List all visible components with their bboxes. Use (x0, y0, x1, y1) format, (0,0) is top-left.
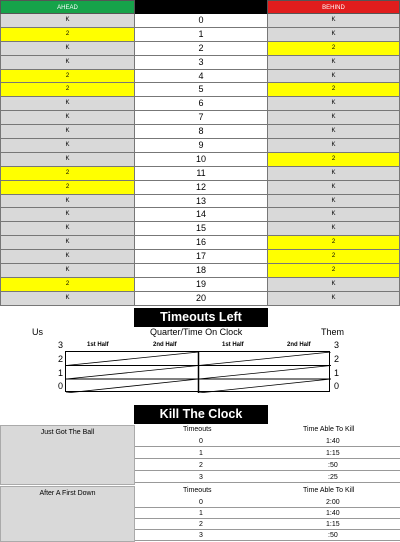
kill-clock-row (135, 460, 400, 471)
quarter-time-label: Quarter/Time On Clock (150, 327, 243, 337)
ahead-cell: K (0, 125, 135, 139)
behind-cell: K (267, 56, 400, 70)
kill-clock-title: Kill The Clock (134, 405, 268, 424)
yards-to-go-cell: 19 (135, 278, 267, 292)
yard-row (0, 97, 400, 111)
ahead-cell: K (0, 222, 135, 236)
yards-to-go-cell: 20 (135, 292, 267, 306)
ahead-cell: K (0, 195, 135, 209)
timeouts-value: 1 (199, 509, 203, 517)
timeouts-value: 0 (199, 437, 203, 445)
behind-cell: 2 (267, 153, 400, 167)
time-value: 1:15 (326, 520, 340, 528)
yards-to-go-cell: 17 (135, 250, 267, 264)
timeouts-value: 2 (199, 520, 203, 528)
timeouts-value: 3 (199, 531, 203, 539)
col-time: Time Able To Kill (303, 487, 355, 494)
yards-to-go-cell: 8 (135, 125, 267, 139)
yard-row (0, 236, 400, 250)
them-level-0: 0 (334, 381, 340, 391)
yard-row (0, 264, 400, 278)
timeouts-tracker-grid (65, 351, 330, 392)
kill-clock-row (135, 519, 400, 530)
yards-to-go-cell: 10 (135, 153, 267, 167)
col-timeouts: Timeouts (183, 426, 212, 433)
yards-to-go-cell: 5 (135, 83, 267, 97)
yard-row (0, 167, 400, 181)
kill-clock-row (135, 472, 400, 483)
yard-row (0, 70, 400, 84)
yard-row (0, 292, 400, 306)
behind-cell: K (267, 111, 400, 125)
us-level-0: 0 (58, 381, 64, 391)
yard-row (0, 181, 400, 195)
ahead-header: AHEAD (0, 0, 135, 14)
ahead-cell: 2 (0, 83, 135, 97)
us-level-2: 2 (58, 354, 64, 364)
yard-row (0, 14, 400, 28)
yards-to-go-cell: 13 (135, 195, 267, 209)
yards-to-go-cell: 16 (135, 236, 267, 250)
behind-cell: 2 (267, 83, 400, 97)
ahead-cell: 2 (0, 28, 135, 42)
behind-cell: K (267, 181, 400, 195)
yards-to-go-cell: 3 (135, 56, 267, 70)
yards-to-go-cell: 0 (135, 14, 267, 28)
ahead-cell: K (0, 153, 135, 167)
yards-to-go-cell: 6 (135, 97, 267, 111)
them-level-1: 1 (334, 368, 340, 378)
col-time: Time Able To Kill (303, 426, 355, 433)
behind-cell: K (267, 97, 400, 111)
us-second-half-label: 2nd Half (153, 342, 177, 348)
ahead-cell: K (0, 236, 135, 250)
behind-cell: 2 (267, 250, 400, 264)
kill-clock-row (135, 448, 400, 459)
ahead-cell: K (0, 111, 135, 125)
us-level-3: 3 (58, 340, 64, 350)
timeouts-value: 1 (199, 449, 203, 457)
ahead-cell: K (0, 42, 135, 56)
yard-row (0, 222, 400, 236)
yards-to-go-cell: 1 (135, 28, 267, 42)
timeouts-value: 3 (199, 473, 203, 481)
timeouts-value: 2 (199, 461, 203, 469)
ahead-cell: 2 (0, 70, 135, 84)
ahead-cell: 2 (0, 167, 135, 181)
timeouts-header (0, 327, 400, 341)
yards-to-go-cell: 15 (135, 222, 267, 236)
yards-to-go-cell: 7 (135, 111, 267, 125)
time-value: :50 (328, 461, 338, 469)
behind-header: BEHIND (267, 0, 400, 14)
yard-row (0, 278, 400, 292)
them-level-2: 2 (334, 354, 340, 364)
ahead-cell: K (0, 264, 135, 278)
timeouts-tracker-lines (66, 352, 331, 393)
behind-cell: 2 (267, 236, 400, 250)
yards-to-go-cell: 18 (135, 264, 267, 278)
ahead-cell: K (0, 208, 135, 222)
kill-clock-row (135, 530, 400, 541)
behind-cell: K (267, 292, 400, 306)
behind-cell: 2 (267, 264, 400, 278)
yard-row (0, 42, 400, 56)
ahead-cell: K (0, 250, 135, 264)
behind-cell: K (267, 278, 400, 292)
us-label: Us (32, 327, 43, 337)
section-label: Just Got The Ball (0, 425, 135, 485)
ahead-cell: 2 (0, 278, 135, 292)
ahead-cell: K (0, 14, 135, 28)
them-level-3: 3 (334, 340, 340, 350)
time-value: 1:15 (326, 449, 340, 457)
yard-row (0, 111, 400, 125)
header-spacer (135, 0, 267, 14)
yard-row (0, 56, 400, 70)
yard-row (0, 125, 400, 139)
yards-to-go-cell: 2 (135, 42, 267, 56)
yard-row (0, 28, 400, 42)
behind-cell: K (267, 195, 400, 209)
yards-to-go-cell: 4 (135, 70, 267, 84)
time-value: 1:40 (326, 509, 340, 517)
section-header (135, 425, 400, 436)
yards-to-go-cell: 12 (135, 181, 267, 195)
behind-cell: K (267, 167, 400, 181)
time-value: 1:40 (326, 437, 340, 445)
time-value: :50 (328, 531, 338, 539)
table-header-row (0, 0, 400, 14)
behind-cell: K (267, 125, 400, 139)
section-header (135, 486, 400, 497)
behind-cell: K (267, 139, 400, 153)
timeouts-title: Timeouts Left (134, 308, 268, 327)
behind-cell: K (267, 70, 400, 84)
ahead-cell: K (0, 56, 135, 70)
ahead-cell: K (0, 97, 135, 111)
yard-row (0, 208, 400, 222)
kill-clock-row (135, 508, 400, 519)
yards-to-go-cell: 11 (135, 167, 267, 181)
ahead-cell: K (0, 139, 135, 153)
yard-row (0, 195, 400, 209)
yard-row (0, 139, 400, 153)
time-value: :25 (328, 473, 338, 481)
kill-clock-row (135, 436, 400, 447)
kill-clock-row (135, 497, 400, 508)
us-level-1: 1 (58, 368, 64, 378)
behind-cell: 2 (267, 42, 400, 56)
ahead-cell: K (0, 292, 135, 306)
them-second-half-label: 2nd Half (287, 342, 311, 348)
timeouts-value: 0 (199, 498, 203, 506)
ahead-cell: 2 (0, 181, 135, 195)
yards-to-go-cell: 9 (135, 139, 267, 153)
them-label: Them (321, 327, 345, 337)
behind-cell: K (267, 222, 400, 236)
behind-cell: K (267, 28, 400, 42)
behind-cell: K (267, 208, 400, 222)
them-first-half-label: 1st Half (222, 342, 244, 348)
yard-row (0, 83, 400, 97)
behind-cell: K (267, 14, 400, 28)
yard-row (0, 250, 400, 264)
yards-to-go-cell: 14 (135, 208, 267, 222)
us-first-half-label: 1st Half (87, 342, 109, 348)
time-value: 2:00 (326, 498, 340, 506)
yard-row (0, 153, 400, 167)
section-label: After A First Down (0, 486, 135, 542)
table-body (0, 14, 400, 306)
col-timeouts: Timeouts (183, 487, 212, 494)
